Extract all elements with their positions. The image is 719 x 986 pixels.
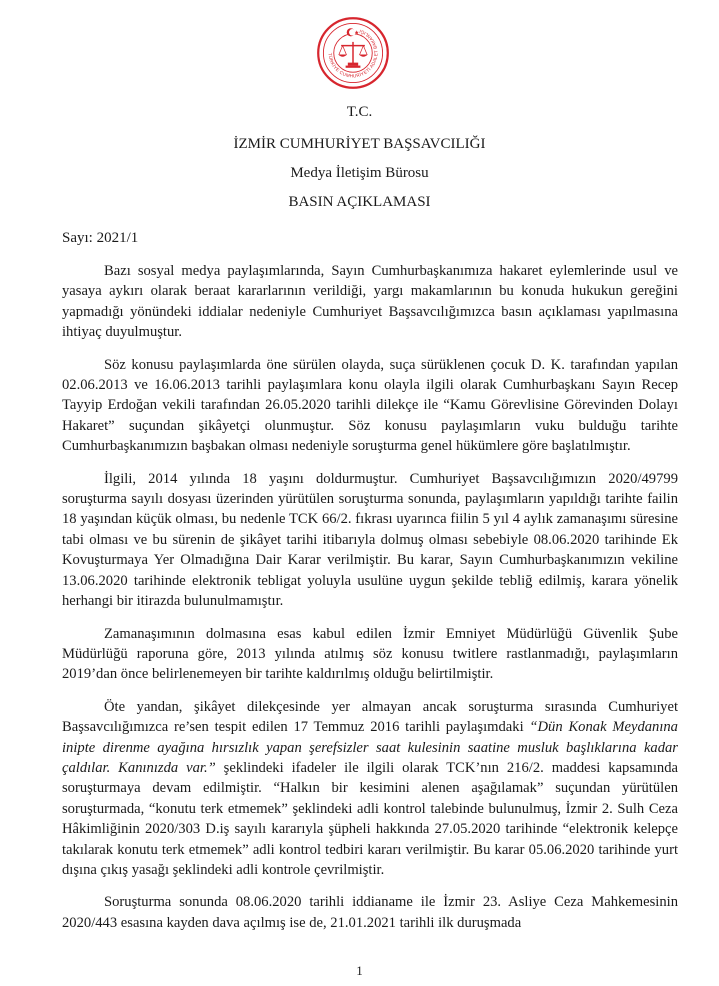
page-number: 1	[356, 963, 363, 978]
paragraph-5-part-a: Öte yandan, şikâyet dilekçesinde yer almayan ancak soruşturma sırasında Cumhuriyet Başsavcılığımızca re’sen tespit edilen 17 Temmuz 2016 tarihli paylaşımdaki	[62, 698, 678, 736]
paragraph-4: Zamanaşımının dolmasına esas kabul edilen İzmir Emniyet Müdürlüğü Güvenlik Şube Müdürlüğü raporuna göre, 2013 yılında atılmış söz konusu twitlere rastlanmadığı, paylaşımların 2019’dan önce belirlenemeyen bir tarihte kaldırılmış olduğu belirtilmiştir.	[62, 625, 678, 683]
paragraph-5-quote: “Dün Konak Meydanına inipte direnme ayağına hırsızlık yapan şerefsizler saat kulesinin saatine musluk başlıklarına kadar çaldılar. Kanınızda var.”	[62, 719, 678, 776]
seal-text: TÜRKİYE CUMHURİYETİ ADALET BAKANLIĞI	[327, 28, 379, 79]
header-office: İZMİR CUMHURİYET BAŞSAVCILIĞI	[233, 136, 486, 152]
header-country: T.C.	[346, 104, 373, 120]
paragraph-2: Söz konusu paylaşımlarda öne sürülen olayda, suça sürüklenen çocuk D. K. tarafından yapılan 02.06.2013 ve 16.06.2013 tarihli paylaşımlara konu olayla ilgili olarak Cumhurbaşkanı Sayın Recep Tayyip Erdoğan vekili tarafından 26.05.2020 tarihli dilekçe ile “Kamu Görevlisine Görevinden Dolayı Hakaret” suçundan şikâyetçi olunmuştur. Söz konusu paylaşımların vuku bulduğu tarihte Cumhurbaşkanımızın başbakan olması nedeniyle soruşturma genel hükümlere göre başlatılmıştır.	[62, 356, 678, 455]
document-body	[62, 261, 678, 945]
paragraph-3: İlgili, 2014 yılında 18 yaşını doldurmuştur. Cumhuriyet Başsavcılığımızın 2020/49799 soruşturma sayılı dosyası üzerinden yürütülen soruşturma sonunda, paylaşımların yapıldığı tarihte failin 18 yaşından küçük olması, bu nedenle TCK 66/2. fıkrası uyarınca fiilin 5 yıl 4 aylık zamanaşımı süresine tabi olması ve bu sürenin de şikâyet tarihi itibarıyla dolmuş olması sebebiyle 08.06.2020 tarihinde Ek Kovuşturmaya Yer Olmadığına Dair Karar verilmiştir. Bu karar, Sayın Cumhurbaşkanımızın vekiline 13.06.2020 tarihinde elektronik tebligat yoluyla usulüne uygun şekilde tebliğ edilmiş, karara yönelik herhangi bir itirazda bulunulmamıştır.	[62, 470, 678, 610]
paragraph-6: Soruşturma sonunda 08.06.2020 tarihli iddianame ile İzmir 23. Asliye Ceza Mahkemesinin 2020/443 esasına kayden dava açılmış ise de, 21.01.2021 tarihli ilk duruşmada	[62, 894, 678, 931]
document-number: Sayı: 2021/1	[62, 230, 139, 246]
paragraph-1: Bazı sosyal medya paylaşımlarında, Sayın Cumhurbaşkanımıza hakaret eylemlerinde usul ve yasaya aykırı olarak beraat kararlarının verildiği, yargı makamlarının bu konuda hukukun gereğini yapmadığı yönündeki iddialar nedeniyle Cumhuriyet Başsavcılığımızca basın açıklaması yapılmasına ihtiyaç duyulmuştur.	[62, 263, 678, 341]
paragraph-5	[62, 697, 678, 881]
institutional-seal-icon	[316, 16, 390, 90]
header-doc-type: BASIN AÇIKLAMASI	[288, 194, 431, 210]
header-bureau: Medya İletişim Bürosu	[290, 165, 429, 181]
paragraph-5-part-b: şeklindeki ifadeler ile ilgili olarak TCK’nın 216/2. maddesi kapsamında soruşturmaya devam edilmiştir. “Halkın bir kesimini alenen aşağılamak” suçundan yürütülen soruşturmada, “konutu terk etmemek” şeklindeki adli kontrol talebinde bulunulmuş, İzmir 2. Sulh Ceza Hâkimliğinin 2020/303 D.iş sayılı kararıyla şüpheli hakkında 27.05.2020 tarihinde “elektronik kelepçe takılarak konutu terk etmemek” adli kontrol tedbiri kararı verilmiştir. Bu karar 05.06.2020 tarihinde yurt dışına çıkış yasağı şeklindeki adli kontrole çevrilmiştir.	[62, 759, 678, 878]
